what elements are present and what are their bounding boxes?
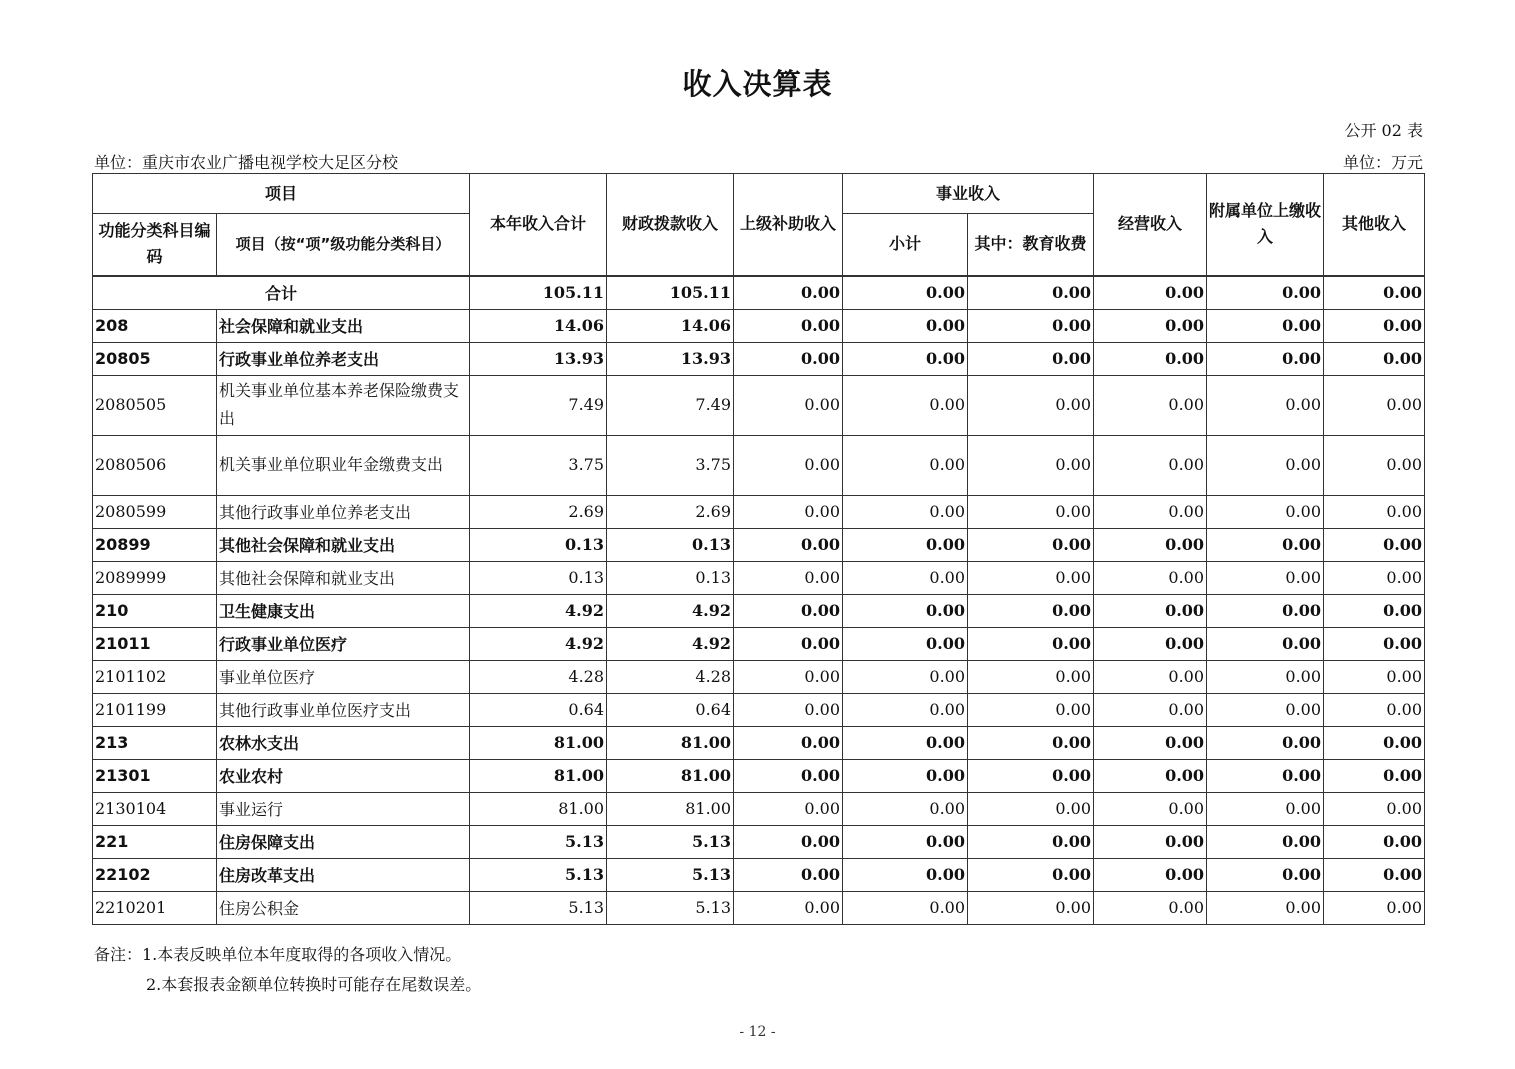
row-value: 0.00 bbox=[1094, 858, 1207, 891]
total-value: 105.11 bbox=[607, 276, 734, 310]
row-name: 其他社会保障和就业支出 bbox=[217, 528, 470, 561]
row-value: 0.00 bbox=[1207, 495, 1324, 528]
table-row bbox=[93, 561, 1425, 594]
row-code: 2101102 bbox=[93, 660, 217, 693]
row-code: 210 bbox=[93, 594, 217, 627]
row-value: 0.00 bbox=[734, 726, 843, 759]
row-value: 4.92 bbox=[470, 627, 607, 660]
row-value: 0.00 bbox=[1207, 435, 1324, 495]
row-value: 3.75 bbox=[470, 435, 607, 495]
row-value: 0.00 bbox=[968, 375, 1094, 435]
row-value: 0.00 bbox=[734, 561, 843, 594]
row-value: 2.69 bbox=[470, 495, 607, 528]
row-value: 0.00 bbox=[734, 693, 843, 726]
row-name: 住房保障支出 bbox=[217, 825, 470, 858]
row-value: 0.00 bbox=[843, 891, 968, 924]
row-code: 21011 bbox=[93, 627, 217, 660]
total-value: 0.00 bbox=[843, 276, 968, 310]
row-value: 4.92 bbox=[607, 627, 734, 660]
row-value: 0.00 bbox=[843, 726, 968, 759]
table-row bbox=[93, 594, 1425, 627]
row-value: 0.00 bbox=[1207, 660, 1324, 693]
row-value: 0.00 bbox=[968, 495, 1094, 528]
table-row bbox=[93, 309, 1425, 342]
total-label: 合计 bbox=[93, 276, 470, 310]
table-row bbox=[93, 528, 1425, 561]
row-value: 5.13 bbox=[607, 891, 734, 924]
row-value: 4.92 bbox=[470, 594, 607, 627]
form-number: 公开 02 表 bbox=[1344, 121, 1423, 140]
row-value: 0.00 bbox=[1324, 375, 1425, 435]
table-row bbox=[93, 858, 1425, 891]
row-value: 0.00 bbox=[968, 660, 1094, 693]
row-value: 14.06 bbox=[607, 309, 734, 342]
table-row bbox=[93, 435, 1425, 495]
row-value: 0.00 bbox=[734, 594, 843, 627]
row-value: 0.00 bbox=[1324, 891, 1425, 924]
table-row bbox=[93, 342, 1425, 375]
table-row bbox=[93, 627, 1425, 660]
row-value: 0.13 bbox=[470, 561, 607, 594]
row-value: 0.00 bbox=[843, 309, 968, 342]
row-name: 卫生健康支出 bbox=[217, 594, 470, 627]
row-value: 0.00 bbox=[968, 825, 1094, 858]
row-value: 0.00 bbox=[1324, 528, 1425, 561]
row-value: 0.00 bbox=[968, 627, 1094, 660]
row-name: 农林水支出 bbox=[217, 726, 470, 759]
row-value: 0.00 bbox=[734, 825, 843, 858]
row-value: 0.00 bbox=[1207, 375, 1324, 435]
row-value: 0.00 bbox=[843, 375, 968, 435]
row-value: 0.00 bbox=[1094, 309, 1207, 342]
row-value: 0.00 bbox=[1324, 825, 1425, 858]
row-value: 0.00 bbox=[843, 693, 968, 726]
row-value: 0.00 bbox=[1324, 342, 1425, 375]
row-code: 208 bbox=[93, 309, 217, 342]
row-value: 0.00 bbox=[1207, 825, 1324, 858]
row-value: 0.00 bbox=[1324, 627, 1425, 660]
row-value: 0.00 bbox=[1324, 792, 1425, 825]
total-value: 105.11 bbox=[470, 276, 607, 310]
row-value: 0.00 bbox=[1094, 759, 1207, 792]
row-code: 2210201 bbox=[93, 891, 217, 924]
row-value: 0.00 bbox=[1324, 309, 1425, 342]
notes bbox=[94, 940, 481, 1000]
row-value: 0.00 bbox=[968, 759, 1094, 792]
income-table bbox=[92, 173, 1425, 925]
row-value: 0.00 bbox=[843, 495, 968, 528]
row-value: 5.13 bbox=[607, 858, 734, 891]
row-value: 0.00 bbox=[1324, 726, 1425, 759]
table-row bbox=[93, 726, 1425, 759]
row-value: 0.00 bbox=[1094, 342, 1207, 375]
row-code: 2080506 bbox=[93, 435, 217, 495]
row-value: 0.00 bbox=[1094, 693, 1207, 726]
row-value: 81.00 bbox=[470, 726, 607, 759]
row-name: 住房改革支出 bbox=[217, 858, 470, 891]
row-value: 0.00 bbox=[734, 375, 843, 435]
row-value: 0.00 bbox=[1094, 375, 1207, 435]
row-value: 0.00 bbox=[1094, 627, 1207, 660]
row-value: 0.00 bbox=[968, 726, 1094, 759]
row-value: 0.00 bbox=[734, 891, 843, 924]
row-value: 0.00 bbox=[1094, 435, 1207, 495]
header-operating: 经营收入 bbox=[1094, 174, 1207, 276]
row-value: 0.00 bbox=[1324, 660, 1425, 693]
header-total: 本年收入合计 bbox=[470, 174, 607, 276]
row-value: 0.00 bbox=[1207, 891, 1324, 924]
row-value: 0.00 bbox=[843, 594, 968, 627]
row-value: 0.00 bbox=[734, 660, 843, 693]
row-code: 22102 bbox=[93, 858, 217, 891]
row-code: 2080505 bbox=[93, 375, 217, 435]
row-code: 20899 bbox=[93, 528, 217, 561]
row-value: 0.00 bbox=[1207, 693, 1324, 726]
row-value: 0.00 bbox=[1207, 594, 1324, 627]
row-value: 0.00 bbox=[843, 858, 968, 891]
row-value: 0.00 bbox=[1094, 561, 1207, 594]
header-superior: 上级补助收入 bbox=[734, 174, 843, 276]
header-other: 其他收入 bbox=[1324, 174, 1425, 276]
row-value: 13.93 bbox=[607, 342, 734, 375]
header-affiliated: 附属单位上缴收入 bbox=[1207, 174, 1324, 276]
row-value: 0.00 bbox=[1207, 342, 1324, 375]
table-row bbox=[93, 759, 1425, 792]
row-value: 0.00 bbox=[968, 561, 1094, 594]
row-value: 0.00 bbox=[734, 309, 843, 342]
row-value: 5.13 bbox=[470, 858, 607, 891]
row-value: 0.13 bbox=[607, 528, 734, 561]
row-name: 机关事业单位职业年金缴费支出 bbox=[217, 435, 470, 495]
row-name: 社会保障和就业支出 bbox=[217, 309, 470, 342]
table-row bbox=[93, 693, 1425, 726]
row-code: 21301 bbox=[93, 759, 217, 792]
row-value: 0.00 bbox=[1324, 435, 1425, 495]
row-value: 0.00 bbox=[1094, 726, 1207, 759]
row-value: 4.28 bbox=[470, 660, 607, 693]
row-value: 0.00 bbox=[968, 342, 1094, 375]
row-value: 0.00 bbox=[734, 759, 843, 792]
row-value: 0.00 bbox=[968, 891, 1094, 924]
row-value: 0.00 bbox=[968, 594, 1094, 627]
row-value: 0.00 bbox=[734, 342, 843, 375]
total-value: 0.00 bbox=[734, 276, 843, 310]
header-business-group: 事业收入 bbox=[843, 174, 1094, 214]
unit-currency: 单位：万元 bbox=[1342, 153, 1423, 172]
total-value: 0.00 bbox=[1094, 276, 1207, 310]
row-name: 行政事业单位养老支出 bbox=[217, 342, 470, 375]
row-name: 行政事业单位医疗 bbox=[217, 627, 470, 660]
row-value: 0.00 bbox=[843, 435, 968, 495]
row-value: 2.69 bbox=[607, 495, 734, 528]
note-line-1: 备注：1.本表反映单位本年度取得的各项收入情况。 bbox=[94, 945, 462, 964]
row-value: 0.00 bbox=[968, 693, 1094, 726]
row-value: 0.00 bbox=[734, 792, 843, 825]
row-name: 其他社会保障和就业支出 bbox=[217, 561, 470, 594]
row-value: 0.00 bbox=[1324, 858, 1425, 891]
row-value: 0.00 bbox=[1207, 726, 1324, 759]
row-value: 0.00 bbox=[734, 435, 843, 495]
row-value: 4.28 bbox=[607, 660, 734, 693]
total-value: 0.00 bbox=[968, 276, 1094, 310]
row-value: 14.06 bbox=[470, 309, 607, 342]
row-name: 其他行政事业单位医疗支出 bbox=[217, 693, 470, 726]
header-code: 功能分类科目编码 bbox=[93, 214, 217, 276]
page-title: 收入决算表 bbox=[682, 67, 833, 101]
row-value: 81.00 bbox=[607, 792, 734, 825]
row-name: 事业运行 bbox=[217, 792, 470, 825]
total-row bbox=[93, 276, 1425, 310]
row-value: 0.00 bbox=[843, 627, 968, 660]
row-code: 20805 bbox=[93, 342, 217, 375]
row-value: 0.00 bbox=[843, 660, 968, 693]
row-value: 0.00 bbox=[1207, 528, 1324, 561]
row-value: 81.00 bbox=[607, 726, 734, 759]
row-value: 0.00 bbox=[1207, 561, 1324, 594]
row-value: 13.93 bbox=[470, 342, 607, 375]
row-value: 0.13 bbox=[607, 561, 734, 594]
row-value: 0.00 bbox=[1207, 792, 1324, 825]
row-name: 机关事业单位基本养老保险缴费支出 bbox=[217, 375, 470, 435]
row-value: 0.00 bbox=[1207, 858, 1324, 891]
total-value: 0.00 bbox=[1324, 276, 1425, 310]
row-value: 0.00 bbox=[1207, 627, 1324, 660]
row-value: 0.00 bbox=[968, 309, 1094, 342]
row-value: 0.00 bbox=[968, 435, 1094, 495]
row-value: 5.13 bbox=[470, 891, 607, 924]
row-value: 0.00 bbox=[734, 858, 843, 891]
row-value: 0.00 bbox=[1094, 891, 1207, 924]
row-value: 0.00 bbox=[968, 528, 1094, 561]
row-code: 2080599 bbox=[93, 495, 217, 528]
row-value: 0.00 bbox=[968, 792, 1094, 825]
row-value: 0.00 bbox=[1094, 825, 1207, 858]
row-value: 7.49 bbox=[607, 375, 734, 435]
note-line-2: 2.本套报表金额单位转换时可能存在尾数误差。 bbox=[146, 975, 482, 994]
row-value: 0.00 bbox=[843, 825, 968, 858]
row-value: 0.00 bbox=[1324, 594, 1425, 627]
row-value: 0.00 bbox=[1094, 528, 1207, 561]
row-value: 7.49 bbox=[470, 375, 607, 435]
row-value: 0.00 bbox=[968, 858, 1094, 891]
row-value: 0.00 bbox=[1094, 660, 1207, 693]
header-education: 其中：教育收费 bbox=[968, 214, 1094, 276]
table-body bbox=[93, 276, 1425, 925]
row-value: 0.13 bbox=[470, 528, 607, 561]
table-row bbox=[93, 375, 1425, 435]
row-value: 0.00 bbox=[1207, 759, 1324, 792]
row-value: 81.00 bbox=[607, 759, 734, 792]
unit-name: 单位：重庆市农业广播电视学校大足区分校 bbox=[94, 153, 399, 172]
table-row bbox=[93, 660, 1425, 693]
row-value: 0.00 bbox=[1207, 309, 1324, 342]
row-code: 2130104 bbox=[93, 792, 217, 825]
row-value: 0.00 bbox=[1324, 759, 1425, 792]
row-name: 其他行政事业单位养老支出 bbox=[217, 495, 470, 528]
row-value: 0.00 bbox=[843, 528, 968, 561]
row-value: 81.00 bbox=[470, 792, 607, 825]
row-name: 住房公积金 bbox=[217, 891, 470, 924]
header-name: 项目（按“项”级功能分类科目） bbox=[217, 214, 470, 276]
table-row bbox=[93, 495, 1425, 528]
table-row bbox=[93, 825, 1425, 858]
row-value: 81.00 bbox=[470, 759, 607, 792]
row-value: 0.00 bbox=[734, 627, 843, 660]
row-value: 0.00 bbox=[1324, 495, 1425, 528]
row-value: 0.00 bbox=[1094, 792, 1207, 825]
row-code: 221 bbox=[93, 825, 217, 858]
row-value: 5.13 bbox=[470, 825, 607, 858]
total-value: 0.00 bbox=[1207, 276, 1324, 310]
page-number: - 12 - bbox=[739, 1024, 776, 1040]
header-fiscal: 财政拨款收入 bbox=[607, 174, 734, 276]
row-value: 5.13 bbox=[607, 825, 734, 858]
row-value: 0.00 bbox=[1324, 561, 1425, 594]
row-value: 0.00 bbox=[1094, 594, 1207, 627]
header-subtotal: 小计 bbox=[843, 214, 968, 276]
table-row bbox=[93, 891, 1425, 924]
row-value: 0.00 bbox=[843, 561, 968, 594]
row-value: 0.00 bbox=[734, 495, 843, 528]
row-value: 3.75 bbox=[607, 435, 734, 495]
row-value: 0.00 bbox=[1094, 495, 1207, 528]
table-row bbox=[93, 792, 1425, 825]
row-code: 2101199 bbox=[93, 693, 217, 726]
header-project: 项目 bbox=[93, 174, 470, 214]
row-code: 213 bbox=[93, 726, 217, 759]
row-code: 2089999 bbox=[93, 561, 217, 594]
row-value: 0.00 bbox=[843, 792, 968, 825]
row-value: 0.00 bbox=[1324, 693, 1425, 726]
row-value: 0.00 bbox=[734, 528, 843, 561]
row-value: 4.92 bbox=[607, 594, 734, 627]
row-name: 农业农村 bbox=[217, 759, 470, 792]
row-value: 0.00 bbox=[843, 342, 968, 375]
row-value: 0.64 bbox=[470, 693, 607, 726]
row-value: 0.00 bbox=[843, 759, 968, 792]
row-name: 事业单位医疗 bbox=[217, 660, 470, 693]
row-value: 0.64 bbox=[607, 693, 734, 726]
